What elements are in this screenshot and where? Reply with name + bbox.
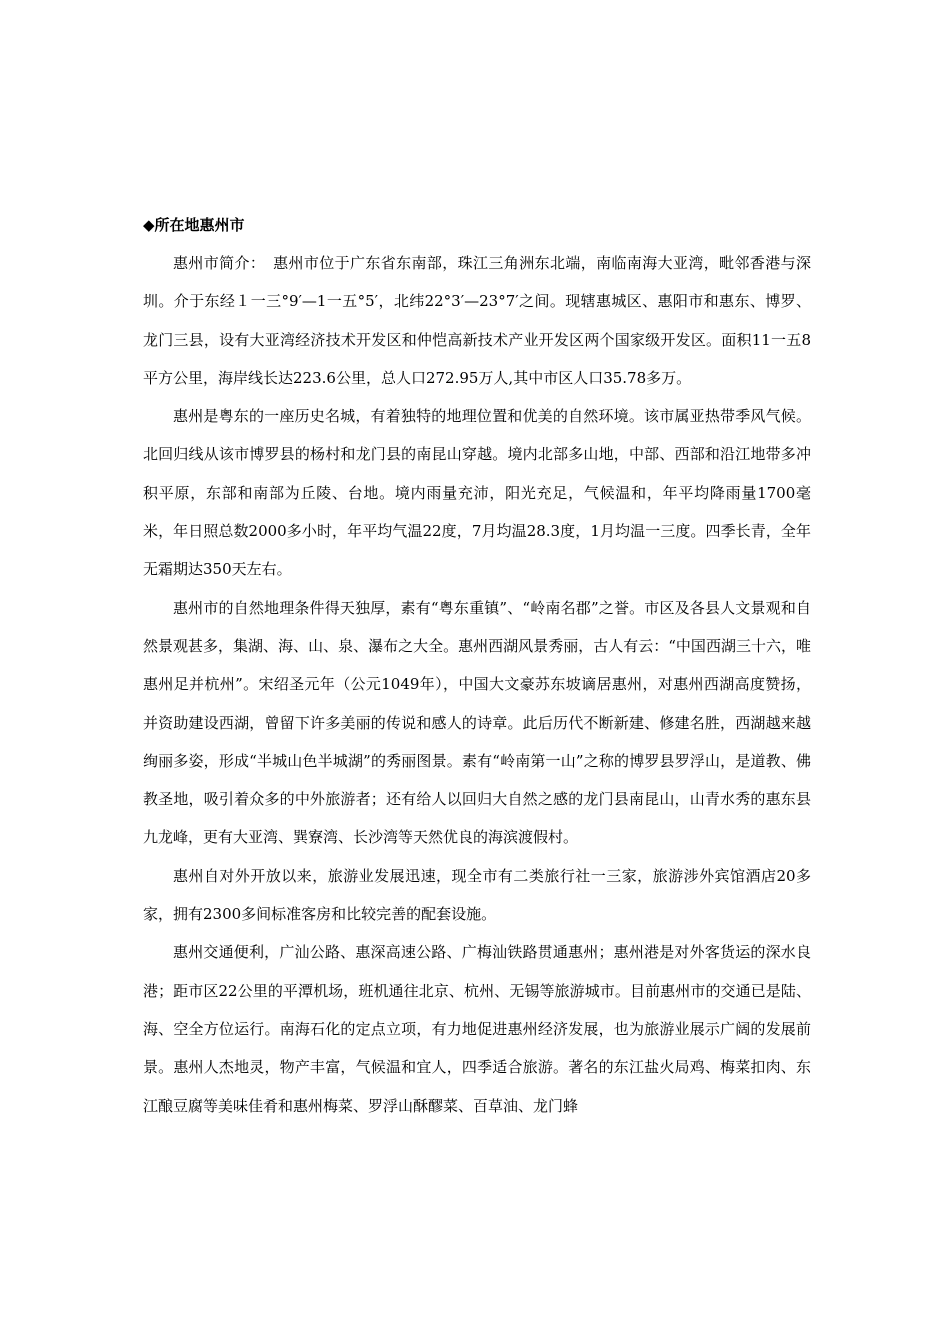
document-page [143, 206, 811, 1125]
paragraph-climate: 惠州是粤东的一座历史名城，有着独特的地理位置和优美的自然环境。该市属亚热带季风气候。北回归线从该市博罗县的杨村和龙门县的南昆山穿越。境内北部多山地，中部、西部和沿江地带多冲积平原，东部和南部为丘陵、台地。境内雨量充沛，阳光充足，气候温和，年平均降雨量1700毫米，年日照总数2000多小时，年平均气温22度，7月均温28.3度，1月均温一三度。四季长青，全年无霜期达350天左右。 [143, 407, 811, 579]
paragraph-tourism: 惠州自对外开放以来，旅游业发展迅速，现全市有二类旅行社一三家，旅游涉外宾馆酒店20多家，拥有2300多间标准客房和比较完善的配套设施。 [143, 866, 811, 924]
paragraph-scenery: 惠州市的自然地理条件得天独厚，素有“粤东重镇”、“岭南名郡”之誉。市区及各县人文景观和自然景观甚多，集湖、海、山、泉、瀑布之大全。惠州西湖风景秀丽，古人有云：“中国西湖三十六，唯惠州足并杭州”。宋绍圣元年（公元1049年），中国大文豪苏东坡谪居惠州，对惠州西湖高度赞扬，并资助建设西湖，曾留下许多美丽的传说和感人的诗章。此后历代不断新建、修建名胜，西湖越来越绚丽多姿，形成“半城山色半城湖”的秀丽图景。素有“岭南第一山”之称的博罗县罗浮山，是道教、佛教圣地，吸引着众多的中外旅游者；还有给人以回归大自然之感的龙门县南昆山，山青水秀的惠东县九龙峰，更有大亚湾、巽寮湾、长沙湾等天然优良的海滨渡假村。 [143, 598, 811, 847]
paragraph-transport: 惠州交通便利，广汕公路、惠深高速公路、广梅汕铁路贯通惠州；惠州港是对外客货运的深水良港；距市区22公里的平潭机场，班机通往北京、杭州、无锡等旅游城市。目前惠州市的交通已是陆、海、空全方位运行。南海石化的定点立项，有力地促进惠州经济发展，也为旅游业展示广阔的发展前景。惠州人杰地灵，物产丰富，气候温和宜人，四季适合旅游。著名的东江盐火局鸡、梅菜扣肉、东江酿豆腐等美味佳肴和惠州梅菜、罗浮山酥醪菜、百草油、龙门蜂 [143, 943, 811, 1115]
section-heading: ◆所在地惠州市 [143, 216, 245, 234]
paragraph-city-intro: 惠州市简介： 惠州市位于广东省东南部，珠江三角洲东北端，南临南海大亚湾，毗邻香港与深圳。介于东经１一三°9′—1一五°5′，北纬22°3′—23°7′之间。现辖惠城区、惠阳市和惠东、博罗、龙门三县，设有大亚湾经济技术开发区和仲恺高新技术产业开发区两个国家级开发区。面积11一五8平方公里，海岸线长达223.6公里，总人口272.95万人,其中市区人口35.78多万。 [143, 254, 811, 387]
